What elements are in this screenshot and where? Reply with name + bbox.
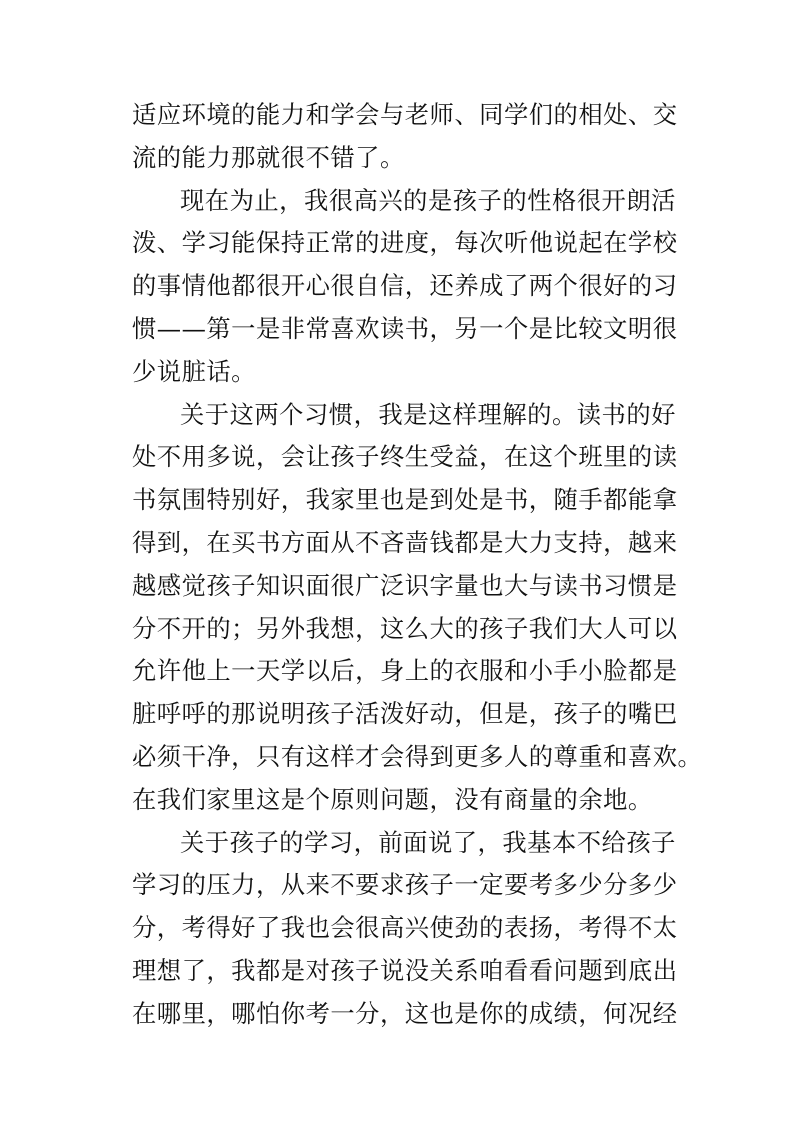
text-line: 分，考得好了我也会很高兴使劲的表扬，考得不太 — [132, 913, 678, 943]
text-line: 脏呼呼的那说明孩子活泼好动，但是，孩子的嘴巴 — [132, 699, 678, 729]
paragraph-first-line: 现在为止，我很高兴的是孩子的性格很开朗活 — [180, 185, 676, 215]
text-line: 理想了，我都是对孩子说没关系咱看看问题到底出 — [132, 955, 678, 985]
text-line: 书氛围特别好，我家里也是到处是书，随手都能拿 — [132, 485, 678, 515]
text-line: 流的能力那就很不错了。 — [132, 142, 405, 172]
text-line: 处不用多说，会让孩子终生受益，在这个班里的读 — [132, 442, 678, 472]
text-line: 越感觉孩子知识面很广泛识字量也大与读书习惯是 — [132, 570, 678, 600]
paragraph-first-line: 关于这两个习惯，我是这样理解的。读书的好 — [180, 399, 676, 429]
text-line: 必须干净，只有这样才会得到更多人的尊重和喜欢。 — [132, 741, 703, 771]
text-line: 允许他上一天学以后，身上的衣服和小手小脸都是 — [132, 656, 678, 686]
text-line: 惯——第一是非常喜欢读书，另一个是比较文明很 — [132, 313, 678, 343]
text-line: 分不开的；另外我想，这么大的孩子我们大人可以 — [132, 613, 678, 643]
text-line: 在哪里，哪怕你考一分，这也是你的成绩，何况经 — [132, 998, 678, 1028]
text-line: 少说脏话。 — [132, 356, 256, 386]
text-line: 得到，在买书方面从不吝啬钱都是大力支持，越来 — [132, 527, 678, 557]
text-line: 泼、学习能保持正常的进度，每次听他说起在学校 — [132, 228, 678, 258]
text-line: 的事情他都很开心很自信，还养成了两个很好的习 — [132, 271, 678, 301]
text-line: 学习的压力，从来不要求孩子一定要考多少分多少 — [132, 870, 678, 900]
text-line: 适应环境的能力和学会与老师、同学们的相处、交 — [132, 100, 678, 129]
document-body — [132, 94, 703, 1036]
text-line: 在我们家里这是个原则问题，没有商量的余地。 — [132, 784, 653, 814]
paragraph-first-line: 关于孩子的学习，前面说了，我基本不给孩子 — [180, 827, 676, 857]
